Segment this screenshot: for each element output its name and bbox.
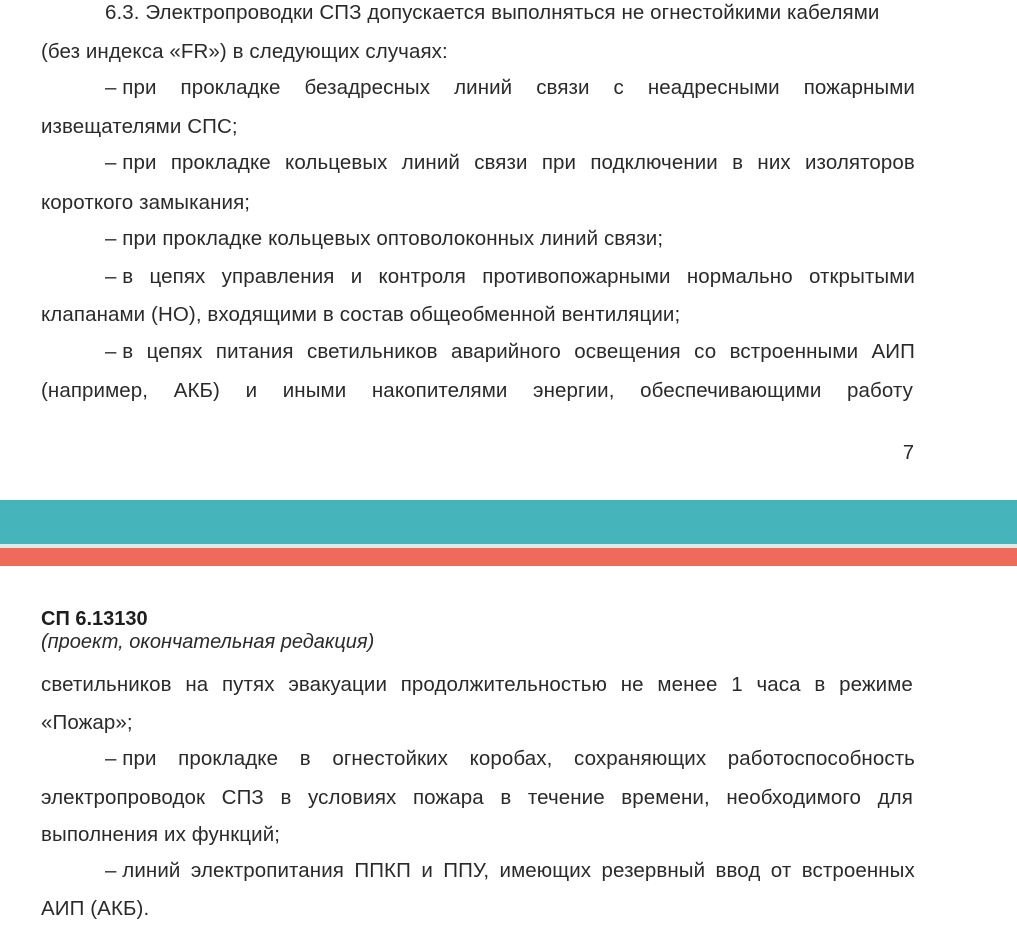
text-segment: цепях — [149, 265, 206, 288]
text-segment: короткого замыкания; — [41, 191, 251, 214]
text-segment: – при — [105, 747, 157, 770]
text-segment: огнестойких — [332, 747, 448, 770]
text-segment: и — [421, 859, 433, 882]
text-segment: со — [694, 340, 717, 363]
text-segment: прокладке — [180, 76, 281, 99]
text-segment: клапанами (НО), входящими в состав общеобменной вентиляции; — [41, 303, 681, 326]
text-segment: сохраняющих — [574, 747, 707, 770]
text-line — [41, 379, 913, 403]
text-line — [41, 823, 913, 847]
text-line — [41, 897, 913, 921]
text-segment: неадресными — [647, 76, 780, 99]
page-separator-stripe — [0, 548, 1017, 566]
text-segment: прокладке — [170, 151, 271, 174]
text-segment: них — [757, 151, 791, 174]
text-segment: (без индекса «FR») в следующих случаях: — [41, 40, 448, 63]
text-segment: имеющих — [499, 859, 592, 882]
text-line — [105, 1, 915, 25]
text-segment: электропитания — [190, 859, 344, 882]
text-segment: АИП (АКБ). — [41, 897, 150, 920]
text-segment: – при — [105, 151, 157, 174]
document-code: СП 6.13130 — [41, 608, 148, 630]
text-segment: питания — [215, 340, 294, 363]
text-line — [105, 747, 915, 771]
text-line — [105, 340, 915, 364]
text-segment: линий — [454, 76, 513, 99]
text-segment: эвакуации — [288, 673, 387, 696]
text-line — [105, 265, 915, 289]
text-segment: продолжительностью — [400, 673, 607, 696]
text-segment: работоспособность — [727, 747, 915, 770]
text-segment: противопожарными — [482, 265, 671, 288]
text-segment: в — [299, 747, 311, 770]
text-line — [41, 711, 913, 735]
text-segment: СПЗ — [221, 786, 264, 809]
text-segment: в — [500, 786, 512, 809]
text-line — [105, 859, 915, 883]
text-line — [105, 151, 915, 175]
text-line — [41, 673, 913, 697]
text-segment: менее — [657, 673, 718, 696]
text-line — [41, 303, 913, 327]
text-segment: – при прокладке кольцевых оптоволоконных линий связи; — [105, 227, 664, 250]
text-segment: пожара — [412, 786, 484, 809]
text-segment: «Пожар»; — [41, 711, 133, 734]
text-segment: не — [620, 673, 644, 696]
text-segment: от — [770, 859, 792, 882]
text-segment: 1 — [731, 673, 743, 696]
text-segment: нормально — [686, 265, 793, 288]
text-segment: режиме — [839, 673, 913, 696]
page-number: 7 — [902, 442, 914, 464]
text-segment: необходимого — [726, 786, 862, 809]
text-segment: – в — [105, 265, 134, 288]
text-segment: путях — [221, 673, 275, 696]
text-segment: условиях — [308, 786, 397, 809]
page-separator-band — [0, 500, 1017, 544]
text-segment: ППУ, — [443, 859, 490, 882]
text-segment: в — [732, 151, 744, 174]
text-segment: пожарными — [803, 76, 915, 99]
text-segment: выполнения их функций; — [41, 823, 281, 846]
text-segment: АКБ) — [173, 379, 220, 402]
text-segment: накопителями — [371, 379, 508, 402]
text-segment: встроенными — [729, 340, 859, 363]
text-line — [41, 786, 913, 810]
text-segment: управления — [221, 265, 335, 288]
text-segment: линий — [401, 151, 460, 174]
text-segment: и — [350, 265, 363, 288]
text-segment: – в — [105, 340, 134, 363]
text-segment: контроля — [378, 265, 467, 288]
text-segment: резервный — [601, 859, 706, 882]
text-segment: подключении — [590, 151, 718, 174]
text-segment: при — [541, 151, 577, 174]
text-segment: – при — [105, 76, 157, 99]
text-line — [41, 40, 913, 64]
text-line — [105, 227, 915, 251]
text-segment: безадресных — [304, 76, 431, 99]
text-segment: иными — [282, 379, 347, 402]
text-segment: открытыми — [808, 265, 915, 288]
text-segment: цепях — [146, 340, 203, 363]
text-segment: времени, — [621, 786, 710, 809]
text-segment: – линий — [105, 859, 181, 882]
text-segment: и — [245, 379, 258, 402]
text-segment: связи — [474, 151, 528, 174]
text-segment: энергии, — [533, 379, 615, 402]
text-segment: течение — [527, 786, 605, 809]
text-segment: ввод — [715, 859, 761, 882]
text-segment: в — [814, 673, 826, 696]
document-status: (проект, окончательная редакция) — [41, 631, 375, 653]
text-segment: с — [613, 76, 624, 99]
text-segment: извещателями СПС; — [41, 115, 238, 138]
text-segment: работу — [847, 379, 913, 402]
text-segment: 6.3. Электропроводки СПЗ допускается выполняться не огнестойкими кабелями — [105, 1, 880, 24]
text-segment: часа — [756, 673, 801, 696]
text-segment: изоляторов — [805, 151, 915, 174]
text-segment: АИП — [871, 340, 915, 363]
text-segment: электропроводок — [41, 786, 206, 809]
text-line — [41, 115, 913, 139]
text-segment: освещения — [574, 340, 681, 363]
text-segment: в — [280, 786, 292, 809]
text-segment: встроенных — [801, 859, 915, 882]
text-segment: обеспечивающими — [640, 379, 822, 402]
text-line — [105, 76, 915, 100]
text-segment: коробах, — [469, 747, 553, 770]
text-segment: для — [877, 786, 913, 809]
text-segment: аварийного — [450, 340, 561, 363]
text-segment: ППКП — [354, 859, 411, 882]
text-segment: на — [185, 673, 209, 696]
text-segment: прокладке — [178, 747, 279, 770]
text-segment: связи — [536, 76, 590, 99]
text-segment: светильников — [306, 340, 438, 363]
text-segment: (например, — [41, 379, 149, 402]
text-segment: светильников — [41, 673, 172, 696]
text-line — [41, 191, 913, 215]
text-segment: кольцевых — [285, 151, 388, 174]
